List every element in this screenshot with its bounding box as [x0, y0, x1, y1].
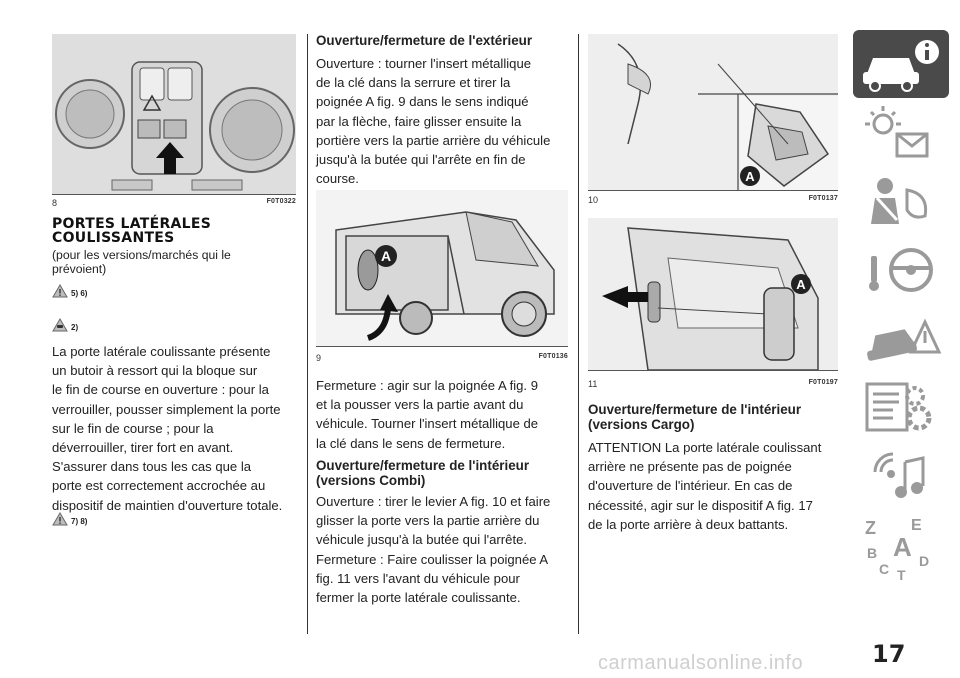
text-line: portière vers la partie arrière du véhicule: [316, 132, 551, 148]
col1-paragraph: [52, 342, 302, 515]
emergency-icon: [853, 306, 949, 370]
col2-paragraph-1: [316, 54, 576, 188]
text-line: verrouiller, pousser simplement la porte: [52, 401, 281, 417]
text-line: la clé dans le sens de fermeture.: [316, 435, 506, 451]
section-title: [52, 217, 302, 245]
figure-11-sliding-handle: [588, 218, 838, 371]
figure-number: 10: [588, 195, 599, 205]
col2-paragraph-3: [316, 492, 576, 607]
text-line: de la porte arrière à deux battants.: [588, 516, 789, 532]
warning-reference: [52, 512, 87, 526]
tab-safety[interactable]: [853, 170, 949, 234]
figure-9-caption: [316, 353, 568, 365]
figure-number: 8: [52, 198, 58, 208]
figure-8-dashboard-switches: [52, 34, 296, 195]
warning-reference: [52, 284, 87, 298]
index-letter: Z: [865, 518, 876, 538]
figure-code: F0T0137: [808, 195, 838, 202]
heading-line: (versions Combi): [316, 473, 426, 488]
text-line: porte est correctement accrochée au: [52, 478, 266, 494]
figure-code: F0T0136: [538, 353, 568, 360]
text-line: de la clé dans la serrure et tirer la: [316, 75, 511, 91]
text-line: fig. 11 vers l'avant du véhicule pour: [316, 570, 520, 586]
figure-code: F0T0322: [266, 198, 296, 205]
subtitle-line: (pour les versions/marchés qui le: [52, 248, 231, 262]
text-line: jusqu'à la butée qui l'arrête en fin de: [316, 152, 526, 168]
text-line: par la flèche, faire glisser ensuite la: [316, 113, 522, 129]
text-line: nécessité, agir sur le dispositif A fig. 17: [588, 497, 813, 513]
heading-interior-combi: [316, 458, 576, 488]
text-line: véhicule. Tourner l'insert métallique de: [316, 416, 539, 432]
heading-line: (versions Cargo): [588, 417, 695, 432]
text-line: véhicule jusqu'à la butée qui l'arrête.: [316, 532, 527, 548]
text-line: fermer la porte latérale coulissante.: [316, 590, 521, 606]
tab-car-info[interactable]: [853, 30, 949, 98]
text-line: S'assurer dans tous les cas que la: [52, 459, 252, 475]
column-divider: [307, 34, 308, 634]
section-subtitle: [52, 248, 302, 276]
heading-line: Ouverture/fermeture de l'intérieur: [316, 458, 530, 473]
maintenance-icon: [853, 374, 949, 438]
tab-maintenance[interactable]: [853, 374, 949, 438]
text-line: course.: [316, 171, 359, 187]
index-letter: C: [879, 561, 890, 577]
index-letter: D: [919, 553, 930, 569]
figure-number: 9: [316, 353, 322, 363]
dashboard-lights-icon: [853, 102, 949, 166]
caution-reference: [52, 318, 78, 332]
text-line: déverrouiller, tirer fort en avant.: [52, 440, 234, 456]
steering-wheel-icon: [853, 238, 949, 302]
index-letter: T: [897, 567, 906, 582]
tab-multimedia[interactable]: [853, 442, 949, 506]
warning-ref-text: 7) 8): [71, 517, 88, 526]
caution-ref-text: 2): [71, 323, 79, 332]
label-a: A: [745, 169, 755, 184]
heading-interior-cargo: [588, 402, 848, 432]
text-line: dispositif de maintien d'ouverture totale.: [52, 497, 283, 513]
car-info-icon: [853, 30, 949, 98]
watermark: carmanualsonline.info: [598, 652, 804, 674]
multimedia-icon: [853, 442, 949, 506]
figure-11-caption: [588, 379, 838, 391]
figure-9-van-side-door: [316, 190, 568, 347]
warning-triangle-icon: [52, 512, 68, 526]
text-line: arrière ne présente pas de poignée: [588, 459, 792, 475]
index-letter: E: [911, 517, 922, 534]
col2-paragraph-2: [316, 376, 576, 453]
heading-line: Ouverture/fermeture de l'intérieur: [588, 402, 802, 417]
label-a: A: [796, 277, 806, 292]
figure-10-caption: [588, 195, 838, 207]
tab-driving[interactable]: [853, 238, 949, 302]
text-line: Fermeture : Faire coulisser la poignée A: [316, 551, 549, 567]
text-line: La porte latérale coulissante présente: [52, 344, 271, 359]
safety-airbag-icon: [853, 170, 949, 234]
text-line: Ouverture : tourner l'insert métallique: [316, 56, 532, 71]
warning-ref-text: 5) 6): [71, 289, 88, 298]
heading-exterior: Ouverture/fermeture de l'extérieur: [316, 33, 533, 48]
column-divider: [578, 34, 579, 634]
caution-hand-icon: [52, 318, 68, 332]
page-number: 17: [872, 640, 906, 668]
subtitle-line: prévoient): [52, 262, 107, 276]
warning-triangle-icon: [52, 284, 68, 298]
text-line: le fin de course en ouverture : pour la: [52, 382, 269, 398]
tab-emergency[interactable]: [853, 306, 949, 370]
text-line: sur le fin de course ; pour la: [52, 420, 214, 436]
figure-code: F0T0197: [808, 379, 838, 386]
index-letter: B: [867, 545, 878, 561]
text-line: d'ouverture de l'intérieur. En cas de: [588, 478, 793, 494]
tab-dashboard-lights[interactable]: [853, 102, 949, 166]
text-line: un butoir à ressort qui la bloque sur: [52, 363, 258, 379]
figure-number: 11: [588, 379, 598, 389]
figure-10-interior-lever: [588, 34, 838, 191]
tab-index[interactable]: [853, 510, 949, 582]
section-title-line1: PORTES LATÉRALES: [52, 216, 212, 232]
text-line: poignée A fig. 9 dans le sens indiqué: [316, 94, 529, 110]
label-a: A: [380, 248, 392, 264]
figure-8-caption: [52, 198, 296, 210]
text-line: ATTENTION La porte latérale coulissant: [588, 440, 822, 455]
text-line: et la pousser vers la partie avant du: [316, 397, 524, 413]
col3-paragraph: [588, 438, 850, 534]
text-line: Ouverture : tirer le levier A fig. 10 et faire: [316, 494, 551, 509]
text-line: Fermeture : agir sur la poignée A fig. 9: [316, 378, 538, 393]
text-line: glisser la porte vers la partie arrière du: [316, 513, 540, 529]
index-letter: A: [893, 532, 912, 562]
section-title-line2: COULISSANTES: [52, 230, 175, 246]
index-icon: [853, 510, 949, 582]
